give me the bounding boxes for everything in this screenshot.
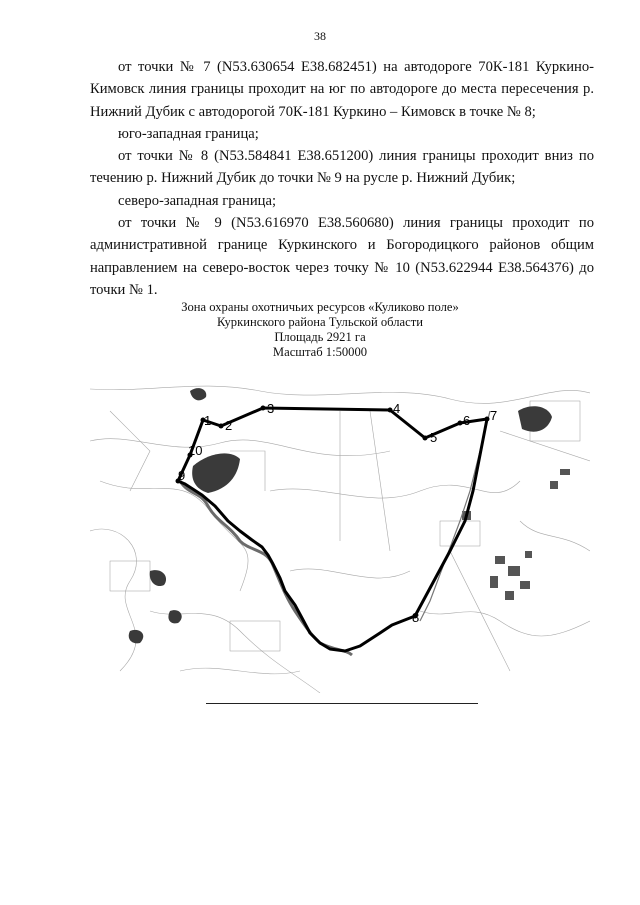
map-title: Зона охраны охотничьих ресурсов «Куликово поле» xyxy=(181,300,459,314)
point-10-label: 10 xyxy=(188,443,203,458)
page-number: 38 xyxy=(314,29,326,43)
bottom-rule xyxy=(206,703,478,704)
point-1-label: 1 xyxy=(204,413,212,428)
paragraph-east-boundary-end: от точки № 7 (N53.630654 E38.682451) на автодороге 70К-181 Куркино-Кимовск линия границы проходит на юг по автодороге до места пересечения р. Нижний Дубик с автодорогой 70К-181 Куркино – Кимовск в точке № 8; xyxy=(90,59,594,120)
boundary-map-svg xyxy=(90,371,590,693)
point-8-label: 8 xyxy=(412,610,420,625)
point-9-label: 9 xyxy=(178,468,186,483)
point-6-label: 6 xyxy=(463,413,471,428)
point-7-label: 7 xyxy=(490,408,498,423)
map-area: Площадь 2921 га xyxy=(274,330,366,344)
map-district: Куркинского района Тульской области xyxy=(217,315,423,329)
map-caption xyxy=(0,300,640,360)
paragraph-northwest-boundary: от точки № 9 (N53.616970 E38.560680) линия границы проходит по административной границе Куркинского и Богородицкого районов общим направлением на северо-восток через точку № 10 (N53.622944 E38.564376) до точки № 1. xyxy=(90,215,594,298)
point-2-label: 2 xyxy=(225,418,233,433)
map-scale: Масштаб 1:50000 xyxy=(272,345,368,359)
paragraph-northwest-heading: северо-западная граница; xyxy=(118,192,277,209)
point-2-marker xyxy=(219,424,224,429)
point-3-marker xyxy=(261,406,266,411)
point-4-label: 4 xyxy=(393,401,401,416)
point-5-marker xyxy=(423,436,428,441)
point-7-marker xyxy=(485,417,490,422)
paragraph-southwest-heading: юго-западная граница; xyxy=(118,125,259,142)
point-6-marker xyxy=(458,421,463,426)
point-3-label: 3 xyxy=(267,401,275,416)
point-5-label: 5 xyxy=(430,430,438,445)
point-4-marker xyxy=(388,408,393,413)
paragraph-southwest-boundary: от точки № 8 (N53.584841 E38.651200) линия границы проходит вниз по течению р. Нижний Дубик до точки № 9 на русле р. Нижний Дубик; xyxy=(90,148,594,187)
body-text xyxy=(90,56,594,301)
boundary-map xyxy=(90,371,590,693)
